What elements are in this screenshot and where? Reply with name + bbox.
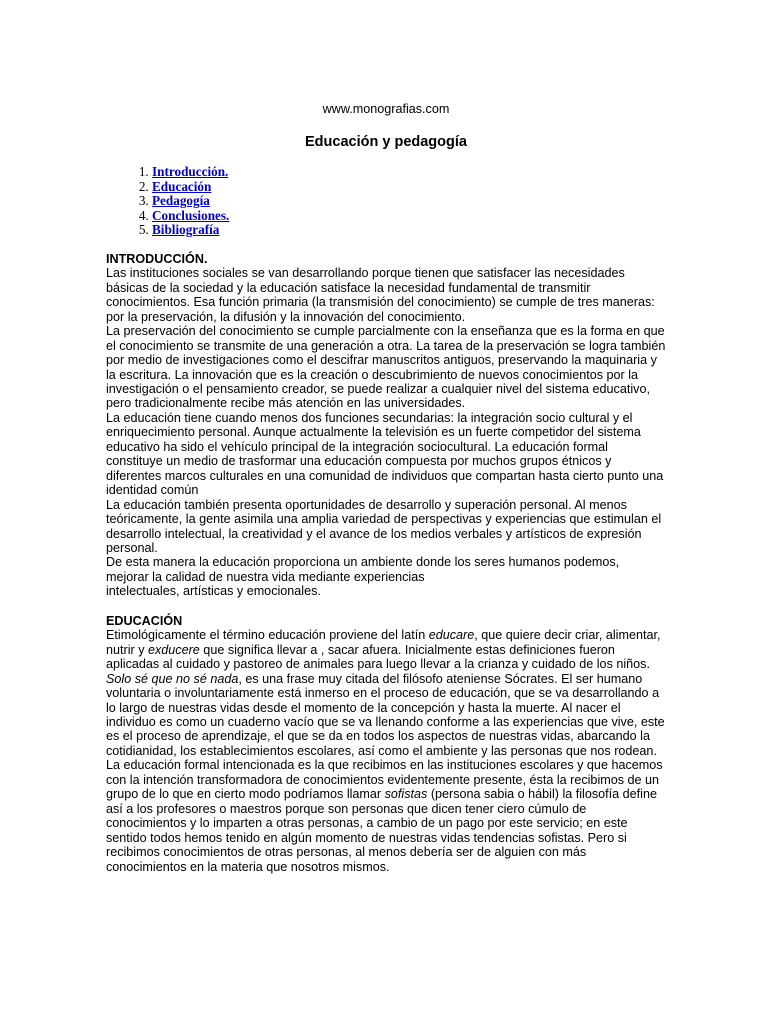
- toc-item: [152, 209, 666, 224]
- italic-quote: Solo sé que no sé nada: [106, 671, 239, 686]
- toc-item: [152, 180, 666, 195]
- educacion-paragraph: [106, 758, 666, 874]
- intro-paragraph: La preservación del conocimiento se cumple parcialmente con la enseñanza que es la forma en que el conocimiento se transmite de una generación a otra. La tarea de la preservación se logra también por medio de investigaciones como el descifrar manuscritos antiguos, preservando la maquinaria y la escritura. La innovación que es la creación o descubrimiento de nuevos conocimientos por la investigación o el pensamiento creador, se puede realizar a cualquier nivel del sistema educativo, pero tradicionalmente recibe más atención en las universidades.: [106, 324, 666, 411]
- intro-paragraph: De esta manera la educación proporciona un ambiente donde los seres humanos podemos,: [106, 555, 620, 570]
- italic-term: exducere: [148, 642, 200, 657]
- intro-paragraph: La educación también presenta oportunidades de desarrollo y superación personal. Al menos teóricamente, la gente asimila una amplia variedad de perspectivas y experiencias que estimulan el desarrollo intelectual, la creatividad y el avance de los medios verbales y artísticos de expresión personal.: [106, 497, 662, 556]
- intro-paragraph: mejorar la calidad de nuestra vida mediante experiencias: [106, 569, 425, 584]
- toc-link-conclusiones[interactable]: Conclusiones.: [152, 207, 230, 223]
- site-url: www.monografias.com: [322, 102, 450, 116]
- intro-heading: INTRODUCCIÓN.: [106, 251, 208, 266]
- toc-item: [152, 194, 666, 209]
- text-run: (persona sabia o hábil) la filosofía define así a los profesores o maestros porque son personas que dicen tener ciero cúmulo de conocimientos y lo imparten a otras personas, a cambio de un pago por este servicio; en este sentido todos hemos tenido en algún momento de nuestras vidas tendencias sofistas. Pero si recibimos conocimientos de otras personas, al menos debería ser de alguien con más conocimientos en la materia que nosotros mismos.: [106, 787, 657, 874]
- document-page: [106, 102, 666, 874]
- intro-section: [106, 252, 666, 599]
- toc-link-educacion[interactable]: Educación: [152, 178, 212, 194]
- italic-term: sofistas: [384, 787, 428, 802]
- italic-term: educare: [428, 628, 475, 643]
- text-run: , que quiere decir criar, alimentar, nutrir y: [106, 628, 661, 657]
- toc-link-pedagogia[interactable]: Pedagogía: [152, 193, 210, 209]
- toc-item: [152, 165, 666, 180]
- toc-item: [152, 223, 666, 238]
- text-run: , es una frase muy citada del filósofo ateniense Sócrates. El ser humano voluntaria o involuntariamente está inmerso en el proceso de educación, que se va desarrollando a lo largo de nuestras vidas desde el momento de la concepción y hasta la muerte. Al nacer el individuo es como un cuaderno vacío que se va llenando conforme a las experiencias que vive, este es el proceso de aprendizaje, el que se da en todos los aspectos de nuestras vidas, abarcando la cotidianidad, los establecimientos escolares, así como el ambiente y las personas que nos rodean.: [106, 671, 665, 758]
- text-run: La educación formal intencionada es la que recibimos en las instituciones escolares y que hacemos con la intención transformadora de conocimientos evidentemente presente, ésta la recibimos de un grupo de lo que en cierto modo podríamos llamar: [106, 758, 663, 802]
- toc-link-bibliografia[interactable]: Bibliografía: [152, 222, 220, 238]
- intro-paragraph: intelectuales, artísticas y emocionales.: [106, 584, 321, 599]
- educacion-paragraph: [106, 672, 666, 759]
- educacion-paragraph: [106, 628, 666, 671]
- table-of-contents: [106, 165, 666, 238]
- educacion-section: [106, 614, 666, 874]
- text-run: Etimológicamente el término educación proviene del latín: [106, 628, 429, 643]
- educacion-heading: EDUCACIÓN: [106, 613, 183, 628]
- intro-paragraph: Las instituciones sociales se van desarrollando porque tienen que satisfacer las necesidades básicas de la sociedad y la educación satisface la necesidad fundamental de transmitir conocimientos. Esa función primaria (la transmisión del conocimiento) se cumple de tres maneras: por la preservación, la difusión y la innovación del conocimiento.: [106, 266, 655, 324]
- toc-link-introduccion[interactable]: Introducción.: [152, 164, 229, 180]
- document-title: Educación y pedagogía: [305, 134, 467, 151]
- intro-paragraph: La educación tiene cuando menos dos funciones secundarias: la integración socio cultural y el enriquecimiento personal. Aunque actualmente la televisión es un fuerte competidor del sistema educativo ha sido el vehículo principal de la integración sociocultural. La educación formal constituye un medio de trasformar una educación compuesta por muchos grupos étnicos y diferentes marcos culturales en una comunidad de individuos que compartan hasta cierto punto una identidad común: [106, 410, 664, 498]
- text-run: que significa llevar a , sacar afuera. Inicialmente estas definiciones fueron aplicadas al cuidado y pastoreo de animales para luego llevar a la crianza y cuidado de los niños.: [106, 642, 650, 672]
